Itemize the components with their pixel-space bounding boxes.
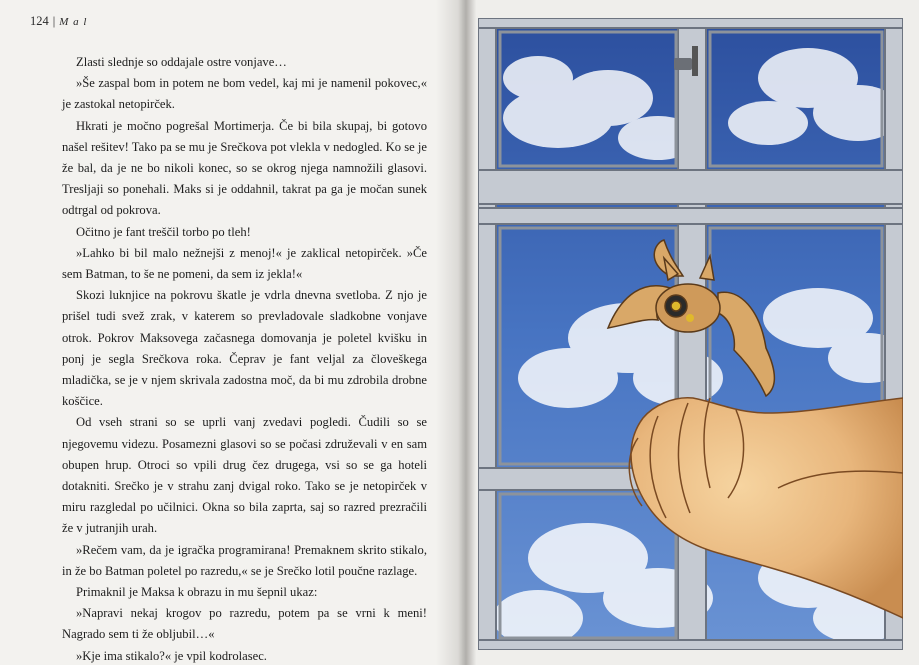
book-gutter [436,0,476,665]
paragraph: »Kje ima stikalo?« je vpil kodrolasec. [76,648,267,663]
paragraph: »Rečem vam, da je igračka programirana! Premaknem skrito stikalo, in že bo Batman poletel po razredu,« se je Srečko lotil poučne razlage. [62,542,427,578]
paragraph: Hkrati je močno pogrešal Mortimerja. Če bi bila skupaj, bi gotovo našel rešitev! Tako pa se mu je Srečkova pot vlekla v nedogled. Ko se je že bal, da je ne bo nikoli konec, so se okrog njega namnožili glasovi. Tresljaji so ponehali. Maks si je oddahnil, takrat pa ga je močan sunek odtrgal od pokrova. [62,118,427,218]
body-text [62,52,427,665]
running-title: M a l [59,16,88,28]
illustration [478,18,903,650]
page-header [30,14,88,29]
paragraph: Očitno je fant treščil torbo po tleh! [76,224,251,239]
paragraph: »Še zaspal bom in potem ne bom vedel, kaj mi je namenil pokovec,« je zastokal netopirček. [62,76,427,112]
paragraph: »Napravi nekaj krogov po razredu, potem pa se vrni k meni! Nagrado sem ti že obljubil…« [62,606,427,642]
paragraph: Skozi luknjice na pokrovu škatle je vdrla dnevna svetloba. Z njo je prišel tudi svež zrak, v katerem so prevladovale sladkobne vonjave otrok. Pokrov Maksovega začasnega domovanja je poletel kvišku in ponj je segla Srečkova roka. Čeprav je fant veljal za človeškega mladička, se je v njem skrivala zadostna moč, da bi mu zdrobila drobne koščice. [62,288,427,409]
paragraph: Od vseh strani so se uprli vanj zvedavi pogledi. Čudili so se njegovemu videzu. Posamezni glasovi so se počasi združevali v en sam obupen hrup. Otroci so vpili drug čez drugega, vsi so se ga hoteli dotakniti. Srečko je v strahu zanj dvigal roko. Tako se je netopirček v miru razgledal po učilnici. Okna so bila zaprta, saj so razred prezračili že v jutranjih urah. [62,415,427,536]
header-separator: | [52,14,56,28]
paragraph: Zlasti slednje so oddajale ostre vonjave… [76,55,287,69]
paragraph: Primaknil je Maksa k obrazu in mu šepnil ukaz: [76,585,318,600]
page-number: 124 [30,14,49,28]
paragraph: »Lahko bi bil malo nežnejši z menoj!« je zaklical netopirček. »Če sem Batman, to še ne pomeni, da sem iz jekla!« [62,245,427,282]
